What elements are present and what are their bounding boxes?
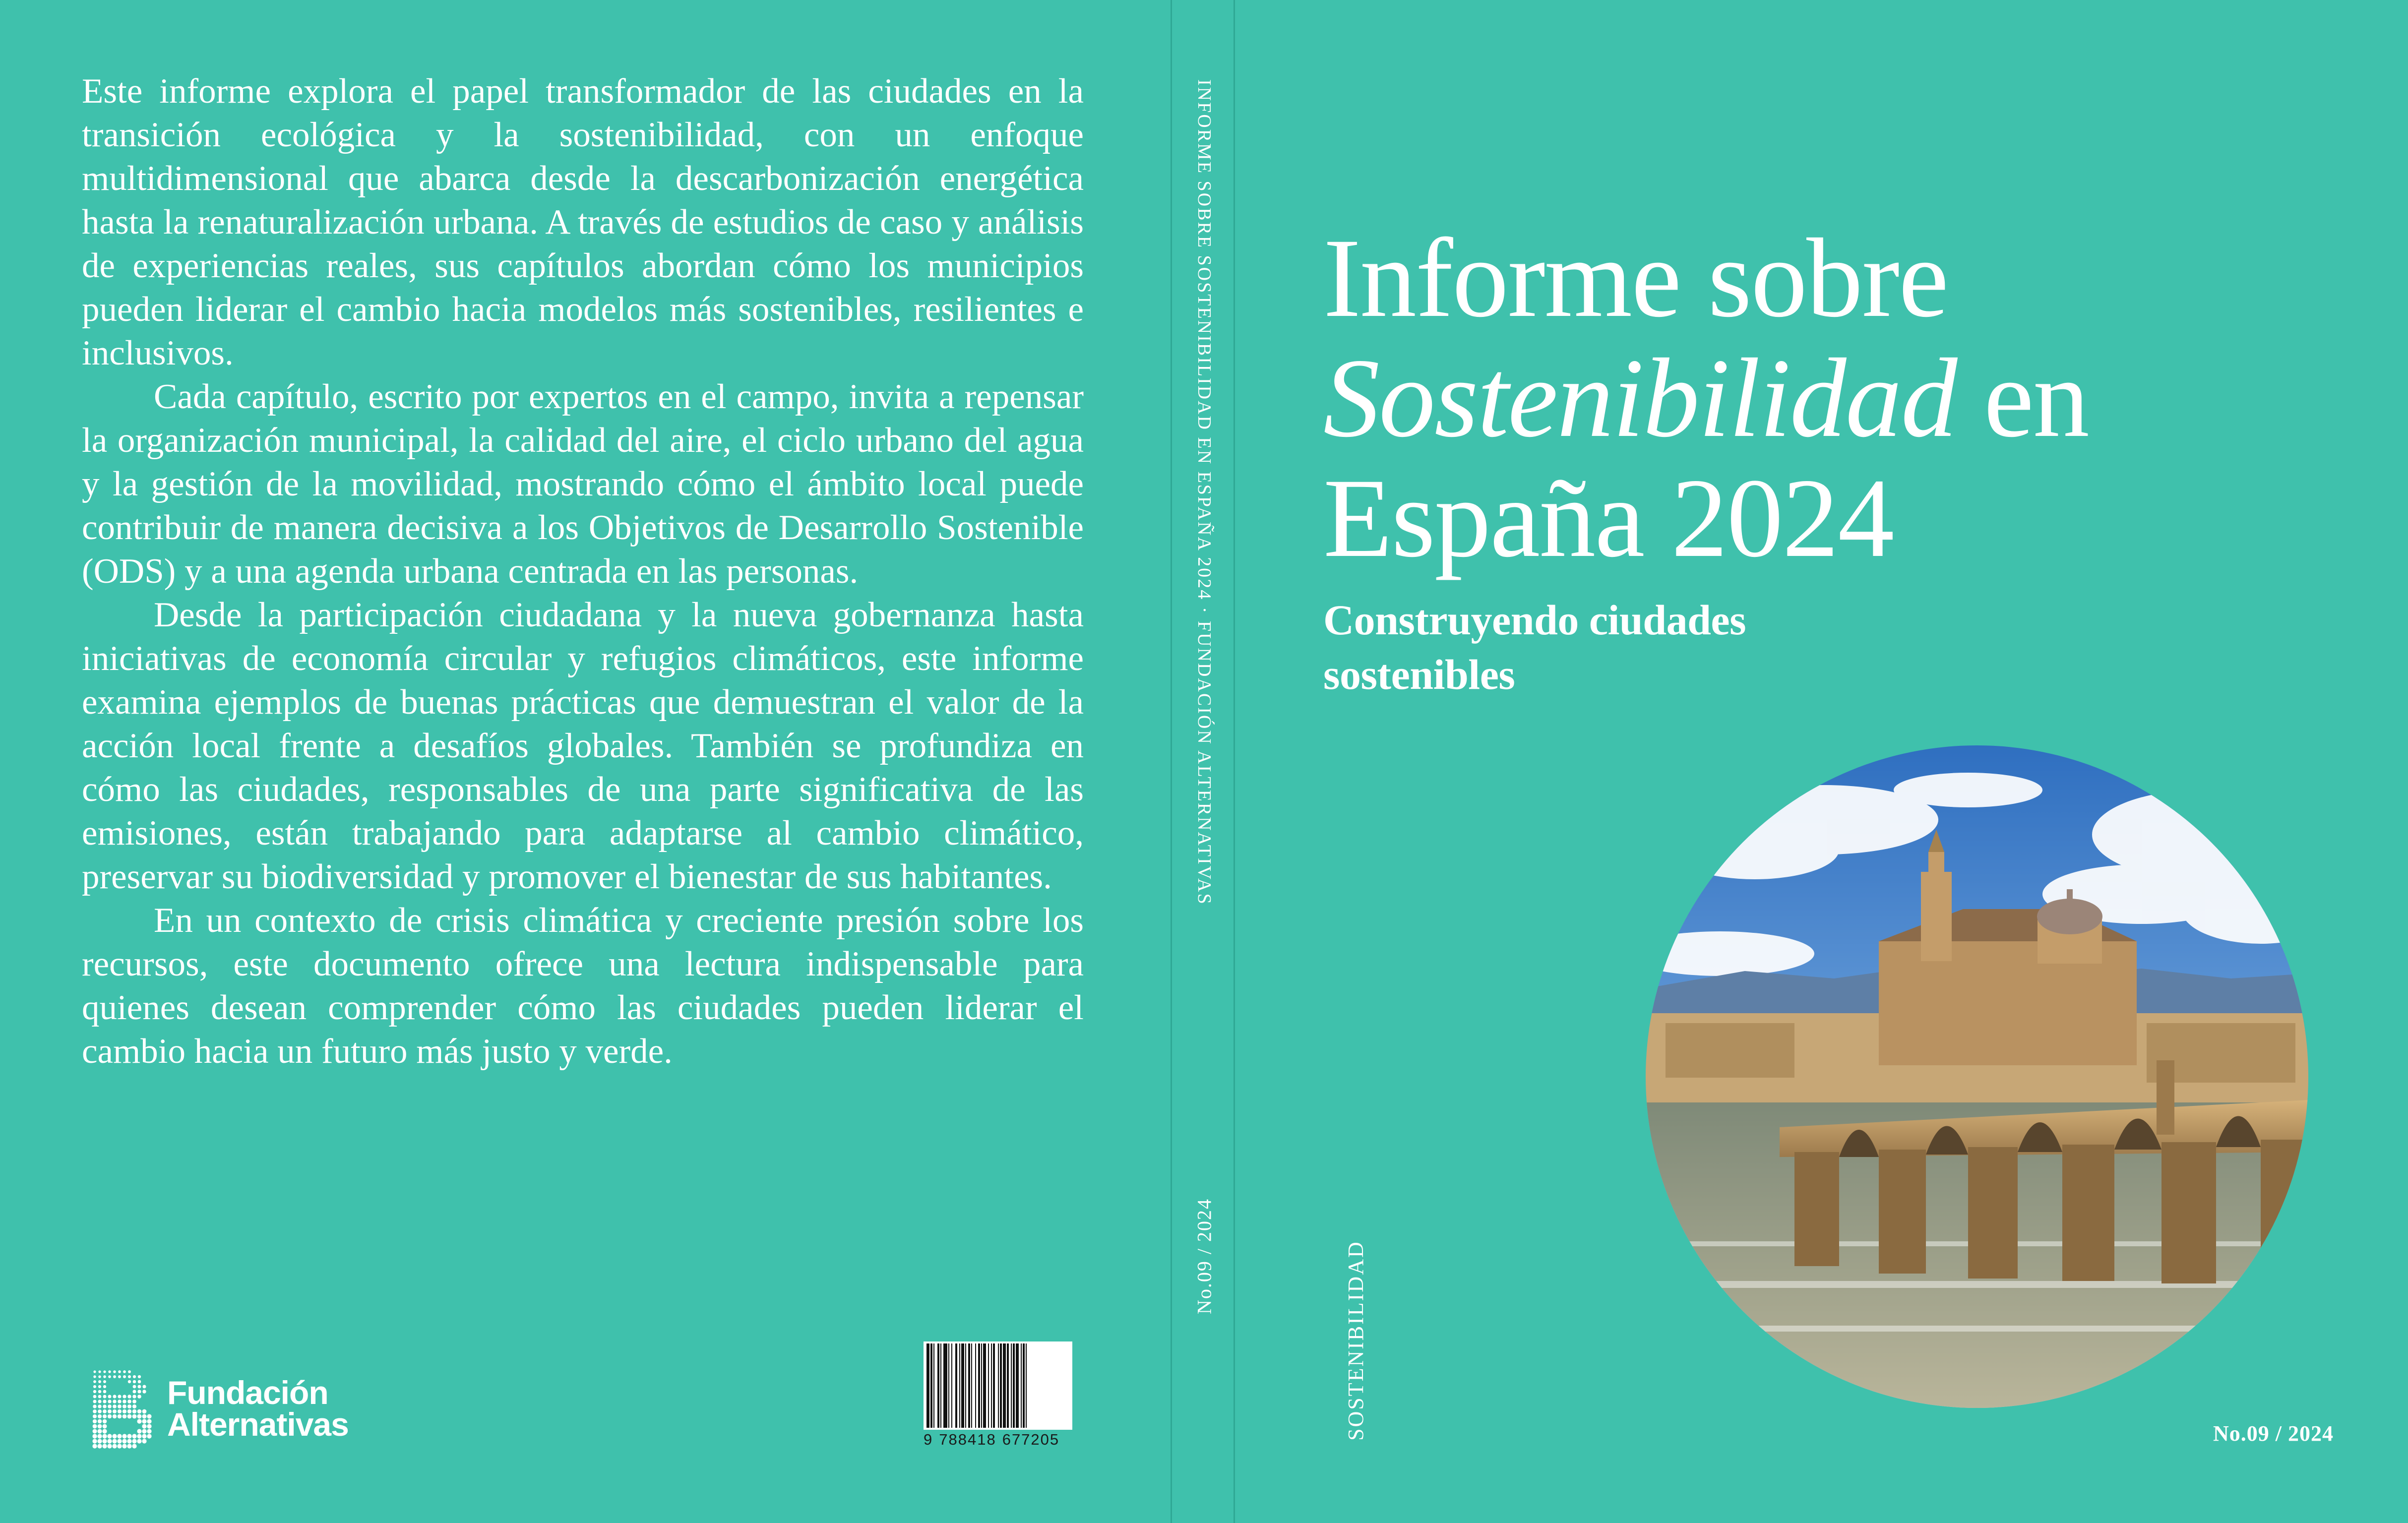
logo-dot xyxy=(102,1444,107,1448)
barcode-bar xyxy=(968,1343,970,1428)
spine-title: INFORME SOBRE SOSTENIBILIDAD EN ESPAÑA 2024 · FUNDACIÓN ALTERNATIVAS xyxy=(1194,79,1215,906)
logo-dot xyxy=(113,1414,117,1418)
logo-dot xyxy=(113,1400,116,1403)
barcode-bar xyxy=(948,1343,949,1428)
logo-line-1: Fundación xyxy=(167,1374,328,1411)
logo-dot xyxy=(93,1409,97,1413)
logo-dot xyxy=(98,1395,102,1399)
barcode-bar xyxy=(937,1343,939,1428)
barcode-bar xyxy=(955,1343,957,1428)
logo-dot xyxy=(137,1390,141,1393)
isbn-barcode xyxy=(924,1341,1072,1451)
barcode-bar xyxy=(965,1343,966,1428)
logo-dot xyxy=(127,1395,131,1398)
logo-dot xyxy=(122,1439,126,1443)
logo-dot xyxy=(132,1409,136,1413)
logo-dot xyxy=(137,1434,141,1438)
barcode-bar xyxy=(983,1343,986,1428)
barcode-bar xyxy=(943,1343,947,1428)
logo-dot xyxy=(132,1434,136,1438)
logo-dot xyxy=(108,1409,112,1413)
logo-dot xyxy=(98,1390,102,1394)
logo-line-2: Alternativas xyxy=(167,1406,349,1443)
title-italic-word: Sostenibilidad xyxy=(1323,336,1957,461)
front-cover xyxy=(1235,0,2408,1523)
logo-dot xyxy=(117,1439,122,1443)
logo-dot xyxy=(107,1434,112,1438)
logo-dot xyxy=(142,1409,147,1414)
barcode-bar xyxy=(961,1343,964,1428)
spine-issue-number: No.09 / 2024 xyxy=(1193,1198,1216,1314)
logo-dot xyxy=(138,1380,141,1384)
logo-dot xyxy=(127,1414,132,1419)
barcode-bar xyxy=(926,1343,929,1428)
logo-dot xyxy=(118,1404,122,1408)
barcode-bar xyxy=(1011,1343,1012,1428)
logo-dot xyxy=(103,1375,106,1378)
barcode-bar xyxy=(951,1343,952,1428)
logo-dot xyxy=(93,1395,97,1399)
logo-dot xyxy=(112,1439,117,1443)
back-cover xyxy=(0,0,1171,1523)
barcode-bar xyxy=(1000,1343,1002,1428)
logo-dot xyxy=(142,1439,146,1443)
logo-dot xyxy=(97,1444,102,1448)
logo-dot xyxy=(103,1404,107,1408)
logo-dot xyxy=(127,1404,131,1408)
logo-dot xyxy=(123,1375,126,1378)
logo-dot xyxy=(147,1434,151,1438)
logo-dot xyxy=(118,1409,122,1413)
logo-dot xyxy=(118,1370,121,1373)
logo-dot xyxy=(128,1375,131,1378)
logo-dot xyxy=(98,1380,101,1383)
logo-dot xyxy=(103,1414,107,1418)
logo-dot xyxy=(147,1414,151,1418)
logo-dot xyxy=(142,1419,146,1423)
logo-dot xyxy=(132,1395,136,1399)
logo-dot xyxy=(98,1409,102,1413)
logo-dot xyxy=(128,1380,131,1383)
logo-dot xyxy=(122,1434,126,1438)
logo-dot xyxy=(93,1390,96,1393)
logo-dot xyxy=(132,1439,136,1443)
logo-dot xyxy=(113,1395,116,1398)
barcode-bar xyxy=(981,1343,982,1428)
logo-dot xyxy=(103,1419,107,1424)
logo-dot xyxy=(97,1439,102,1443)
logo-dot xyxy=(93,1419,97,1423)
logo-dot xyxy=(98,1375,101,1378)
logo-dot xyxy=(137,1419,141,1423)
logo-dot xyxy=(108,1395,111,1398)
fundacion-alternativas-logo-icon xyxy=(82,1364,156,1453)
subtitle-line-1: Construyendo ciudades xyxy=(1323,596,1746,644)
blurb-paragraph-4: En un contexto de crisis climática y creciente presión sobre los recursos, este documento ofrece una lectura indispensable para quienes desean comprender cómo las ciudades pueden liderar el cambio hacia un futuro más justo y verde. xyxy=(82,901,1084,1071)
logo-dot xyxy=(142,1390,146,1393)
logo-dot xyxy=(137,1409,142,1414)
logo-dot xyxy=(113,1375,116,1378)
title-line-1: Informe sobre xyxy=(1323,216,1948,341)
logo-dot xyxy=(98,1404,102,1408)
barcode-bar xyxy=(959,1343,960,1428)
logo-dot xyxy=(127,1434,131,1438)
logo-dot xyxy=(137,1429,141,1433)
logo-dot xyxy=(132,1414,137,1419)
logo-dot xyxy=(97,1434,102,1438)
logo-dot xyxy=(118,1400,122,1403)
logo-dot xyxy=(103,1400,106,1403)
barcode-bar xyxy=(933,1343,934,1428)
cover-issue-number: No.09 / 2024 xyxy=(2213,1421,2334,1446)
logo-dot xyxy=(97,1429,102,1433)
logo-dot xyxy=(108,1370,111,1373)
collection-label: SOSTENIBILIDAD xyxy=(1344,1240,1368,1441)
logo-dot xyxy=(93,1414,97,1418)
title-line-3: España 2024 xyxy=(1323,456,1894,581)
logo-dot xyxy=(98,1370,101,1373)
logo-dot xyxy=(93,1380,96,1383)
logo-dot xyxy=(127,1444,131,1448)
barcode-bar xyxy=(975,1343,976,1428)
logo-dot xyxy=(93,1385,96,1388)
logo-dot xyxy=(92,1439,97,1443)
blurb-paragraph-3: Desde la participación ciudadana y la nueva gobernanza hasta iniciativas de economía circular y refugios climáticos, este informe examina ejemplos de buenas prácticas que demuestran el valor de la acción local frente a desafíos globales. También se profundiza en cómo las ciudades, responsables de una parte significativa de las emisiones, están trabajando para adaptarse al cambio climático, preservar su biodiversidad y promover el bienestar de sus habitantes. xyxy=(82,596,1084,896)
logo-dot xyxy=(103,1395,107,1399)
logo-dot xyxy=(93,1400,96,1403)
logo-dot xyxy=(132,1390,136,1393)
logo-dot xyxy=(133,1380,136,1384)
barcode-bar xyxy=(988,1343,989,1428)
logo-dot xyxy=(132,1400,136,1403)
logo-dot xyxy=(107,1444,112,1448)
cover-title xyxy=(1323,216,2365,581)
logo-dot xyxy=(103,1380,106,1383)
logo-dot xyxy=(117,1434,122,1438)
logo-dot xyxy=(98,1385,101,1388)
isbn-left-digits: 788418 xyxy=(939,1431,996,1448)
barcode-bar xyxy=(1013,1343,1015,1428)
spine xyxy=(1171,0,1235,1523)
back-logo xyxy=(82,1364,349,1453)
logo-dot xyxy=(103,1385,106,1388)
logo-dot xyxy=(137,1414,142,1419)
logo-dot xyxy=(147,1429,151,1433)
logo-dot xyxy=(138,1375,141,1378)
logo-dot xyxy=(142,1414,147,1419)
barcode-bar xyxy=(971,1343,972,1428)
back-cover-blurb xyxy=(82,69,1084,1073)
logo-dot xyxy=(147,1419,151,1423)
logo-dot xyxy=(103,1424,107,1429)
isbn-number xyxy=(924,1431,1072,1449)
barcode-bar xyxy=(978,1343,980,1428)
logo-dot xyxy=(102,1434,107,1438)
barcode-bar xyxy=(1026,1343,1027,1428)
logo-dot xyxy=(137,1439,141,1443)
logo-dot xyxy=(93,1370,96,1373)
barcode-bar xyxy=(930,1343,932,1428)
logo-dot xyxy=(117,1444,122,1448)
blurb-paragraph-1: Este informe explora el papel transformador de las ciudades en la transición ecológica y la sostenibilidad, con un enfoque multidimensional que abarca desde la descarbonización energética hasta la renaturalización urbana. A través de estudios de caso y análisis de experiencias reales, sus capítulos abordan cómo los municipios pueden liderar el cambio hacia modelos más sostenibles, resilientes e inclusivos. xyxy=(82,72,1084,372)
logo-dot xyxy=(127,1409,131,1413)
logo-dot xyxy=(113,1404,117,1408)
logo-dot xyxy=(113,1370,116,1373)
logo-dot xyxy=(112,1444,117,1448)
logo-dot xyxy=(123,1395,126,1398)
barcode-bar xyxy=(1003,1343,1006,1428)
logo-dot xyxy=(142,1434,146,1438)
barcode-bar xyxy=(940,1343,941,1428)
logo-dot xyxy=(93,1404,96,1408)
barcode-bar xyxy=(1016,1343,1019,1428)
barcode-icon xyxy=(924,1341,1072,1430)
logo-dot xyxy=(113,1409,117,1413)
logo-dot xyxy=(108,1414,112,1418)
logo-dot xyxy=(102,1439,107,1443)
logo-dot xyxy=(98,1414,102,1418)
barcode-bar xyxy=(991,1343,992,1428)
logo-dot xyxy=(123,1414,127,1419)
logo-dot xyxy=(108,1375,111,1378)
logo-dot xyxy=(103,1370,106,1373)
logo-dot xyxy=(103,1390,107,1394)
cordoba-bridge-illustration xyxy=(1646,745,2308,1408)
logo-dot xyxy=(92,1444,97,1448)
blurb-paragraph-2: Cada capítulo, escrito por expertos en el campo, invita a repensar la organización municipal, la calidad del aire, el ciclo urbano del agua y la gestión de la movilidad, mostrando cómo el ámbito local puede contribuir de manera decisiva a los Objetivos de Desarrollo Sostenible (ODS) y a una agenda urbana centrada en las personas. xyxy=(82,377,1084,591)
logo-dot xyxy=(107,1439,112,1443)
logo-dot xyxy=(142,1385,146,1388)
logo-dot xyxy=(108,1400,111,1403)
logo-dot xyxy=(108,1404,112,1408)
logo-dot xyxy=(118,1375,121,1378)
cover-photo-circle xyxy=(1646,745,2308,1408)
logo-dot xyxy=(102,1429,107,1433)
logo-dot xyxy=(93,1429,97,1434)
logo-dot xyxy=(123,1404,126,1408)
barcode-bar xyxy=(993,1343,995,1428)
logo-dot xyxy=(98,1424,102,1429)
logo-dot xyxy=(137,1395,141,1399)
barcode-bar xyxy=(998,1343,999,1428)
isbn-first-digit: 9 xyxy=(924,1431,933,1448)
logo-dot xyxy=(122,1444,126,1448)
logo-dot xyxy=(133,1385,136,1389)
barcode-bar xyxy=(1023,1343,1025,1428)
logo-dot xyxy=(147,1424,151,1428)
logo-dot xyxy=(92,1434,97,1438)
logo-dot xyxy=(112,1434,117,1438)
logo-dot xyxy=(98,1419,102,1423)
logo-dot xyxy=(93,1375,96,1378)
logo-dot xyxy=(132,1444,136,1448)
logo-dot xyxy=(93,1424,97,1429)
barcode-bar xyxy=(1021,1343,1022,1428)
cover-subtitle xyxy=(1323,593,1968,702)
logo-dot xyxy=(142,1424,146,1428)
logo-dot xyxy=(127,1400,131,1403)
barcode-bar xyxy=(1007,1343,1009,1428)
isbn-right-digits: 677205 xyxy=(1002,1431,1060,1448)
logo-dot xyxy=(103,1409,107,1413)
subtitle-line-2: sostenibles xyxy=(1323,651,1515,698)
logo-dot xyxy=(118,1414,122,1419)
logo-dot xyxy=(138,1385,141,1389)
logo-dot xyxy=(98,1400,101,1403)
logo-dot xyxy=(123,1409,126,1413)
logo-dot xyxy=(123,1370,126,1373)
logo-dot xyxy=(127,1439,131,1443)
logo-dot xyxy=(118,1395,121,1398)
title-line-2-rest: en xyxy=(1956,336,2089,461)
logo-dot xyxy=(128,1370,131,1373)
logo-dot xyxy=(123,1400,126,1403)
logo-dot xyxy=(142,1429,146,1433)
logo-dot xyxy=(132,1404,136,1408)
logo-dot xyxy=(133,1375,136,1378)
